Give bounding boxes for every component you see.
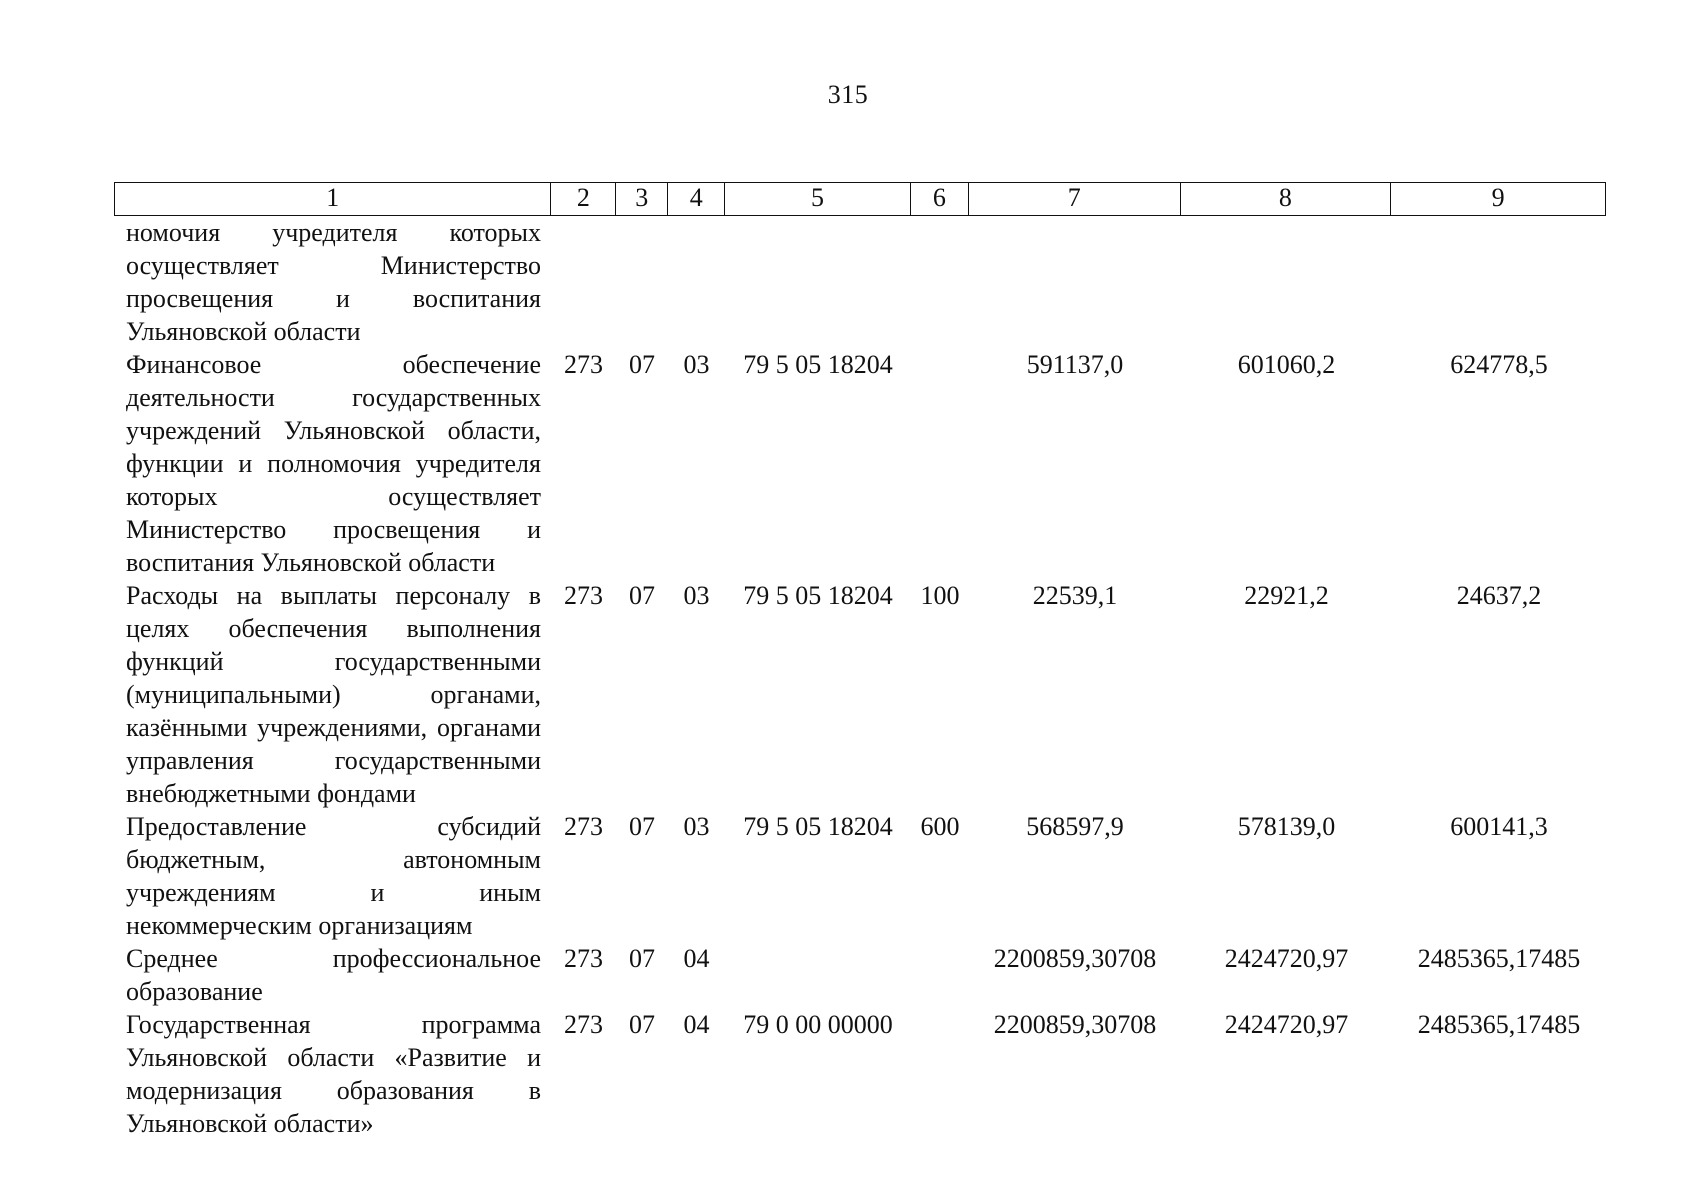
row-col-2: 273: [564, 944, 603, 973]
row-col-6: 100: [920, 581, 960, 610]
table-row: [114, 348, 1606, 579]
row-col-4: [668, 216, 725, 348]
row-col-6: [911, 348, 969, 579]
row-name: Расходы на выплаты персоналу в целях обеспечения выполнения функций государственными (муниципальными) органами, казёнными учреждениями, органами управления государственными внебюджетными фондами: [126, 581, 541, 808]
row-col-7: 568597,9: [1026, 812, 1124, 841]
table-row: [114, 1008, 1606, 1140]
row-col-3: 07: [629, 812, 655, 841]
row-col-9: 2485365,17485: [1417, 1010, 1581, 1039]
row-col-4: 04: [683, 944, 710, 973]
row-col-3: 07: [629, 350, 655, 379]
row-col-5: 79 5 05 18204: [743, 581, 893, 610]
table-header: [114, 182, 1606, 216]
table-row: [114, 579, 1606, 810]
row-col-7: 591137,0: [1026, 350, 1124, 379]
row-name: Финансовое обеспечение деятельности государственных учреждений Ульяновской области, функции и полномочия учредителя которых осуществляет Министерство просвещения и воспитания Ульяновской области: [126, 350, 541, 577]
row-col-8: 22921,2: [1244, 581, 1329, 610]
header-col-2: 2: [551, 183, 616, 215]
row-col-9: 624778,5: [1450, 350, 1548, 379]
header-col-4: 4: [668, 183, 725, 215]
row-col-7: 22539,1: [1032, 581, 1118, 610]
table-body: [114, 216, 1606, 1140]
row-col-6: [911, 1008, 969, 1140]
row-col-8: 2424720,97: [1224, 1010, 1349, 1039]
row-col-3: 07: [629, 1010, 655, 1039]
table-row: [114, 216, 1606, 348]
row-col-7: [969, 216, 1181, 348]
row-col-8: 2424720,97: [1224, 944, 1349, 973]
row-col-4: 03: [683, 581, 710, 610]
row-col-9: 2485365,17485: [1417, 944, 1581, 973]
row-col-6: 600: [920, 812, 960, 841]
header-col-3: 3: [616, 183, 668, 215]
row-name: Среднее профессиональное образование: [126, 944, 541, 1006]
row-col-9: 24637,2: [1456, 581, 1542, 610]
header-col-1: 1: [115, 183, 551, 215]
row-col-5: [725, 216, 911, 348]
row-col-6: [911, 942, 969, 1008]
row-col-6: [911, 216, 969, 348]
row-col-3: [616, 216, 668, 348]
row-col-8: 578139,0: [1237, 812, 1336, 841]
row-col-4: 03: [683, 350, 710, 379]
row-col-7: 2200859,30708: [993, 944, 1157, 973]
row-col-8: [1181, 216, 1392, 348]
table-row: [114, 942, 1606, 1008]
row-col-2: 273: [564, 1010, 603, 1039]
row-col-4: 03: [683, 812, 710, 841]
row-col-2: [551, 216, 616, 348]
header-col-7: 7: [969, 183, 1181, 215]
row-col-9: [1392, 216, 1606, 348]
row-col-4: 04: [683, 1010, 710, 1039]
row-col-3: 07: [629, 944, 655, 973]
row-col-2: 273: [564, 350, 603, 379]
row-col-5: 79 5 05 18204: [743, 812, 893, 841]
page-number: 315: [827, 80, 869, 109]
row-col-2: 273: [564, 581, 603, 610]
header-col-8: 8: [1181, 183, 1392, 215]
row-col-2: 273: [564, 812, 603, 841]
header-col-9: 9: [1491, 183, 1505, 212]
row-col-7: 2200859,30708: [993, 1010, 1157, 1039]
row-name: Предоставление субсидий бюджетным, автономным учреждениям и иным некоммерческим организациям: [126, 812, 541, 940]
row-col-5: 79 0 00 00000: [743, 1010, 893, 1039]
row-name: Государственная программа Ульяновской области «Развитие и модернизация образования в Ульяновской области»: [126, 1010, 541, 1138]
row-col-5: 79 5 05 18204: [743, 350, 893, 379]
row-col-9: 600141,3: [1450, 812, 1548, 841]
header-col-6: 6: [911, 183, 969, 215]
row-name: номочия учредителя которых осуществляет Министерство просвещения и воспитания Ульяновской области: [126, 218, 541, 346]
header-col-5: 5: [725, 183, 911, 215]
row-col-5: [725, 942, 911, 1008]
row-col-3: 07: [629, 581, 655, 610]
row-col-8: 601060,2: [1237, 350, 1336, 379]
table-row: [114, 810, 1606, 942]
